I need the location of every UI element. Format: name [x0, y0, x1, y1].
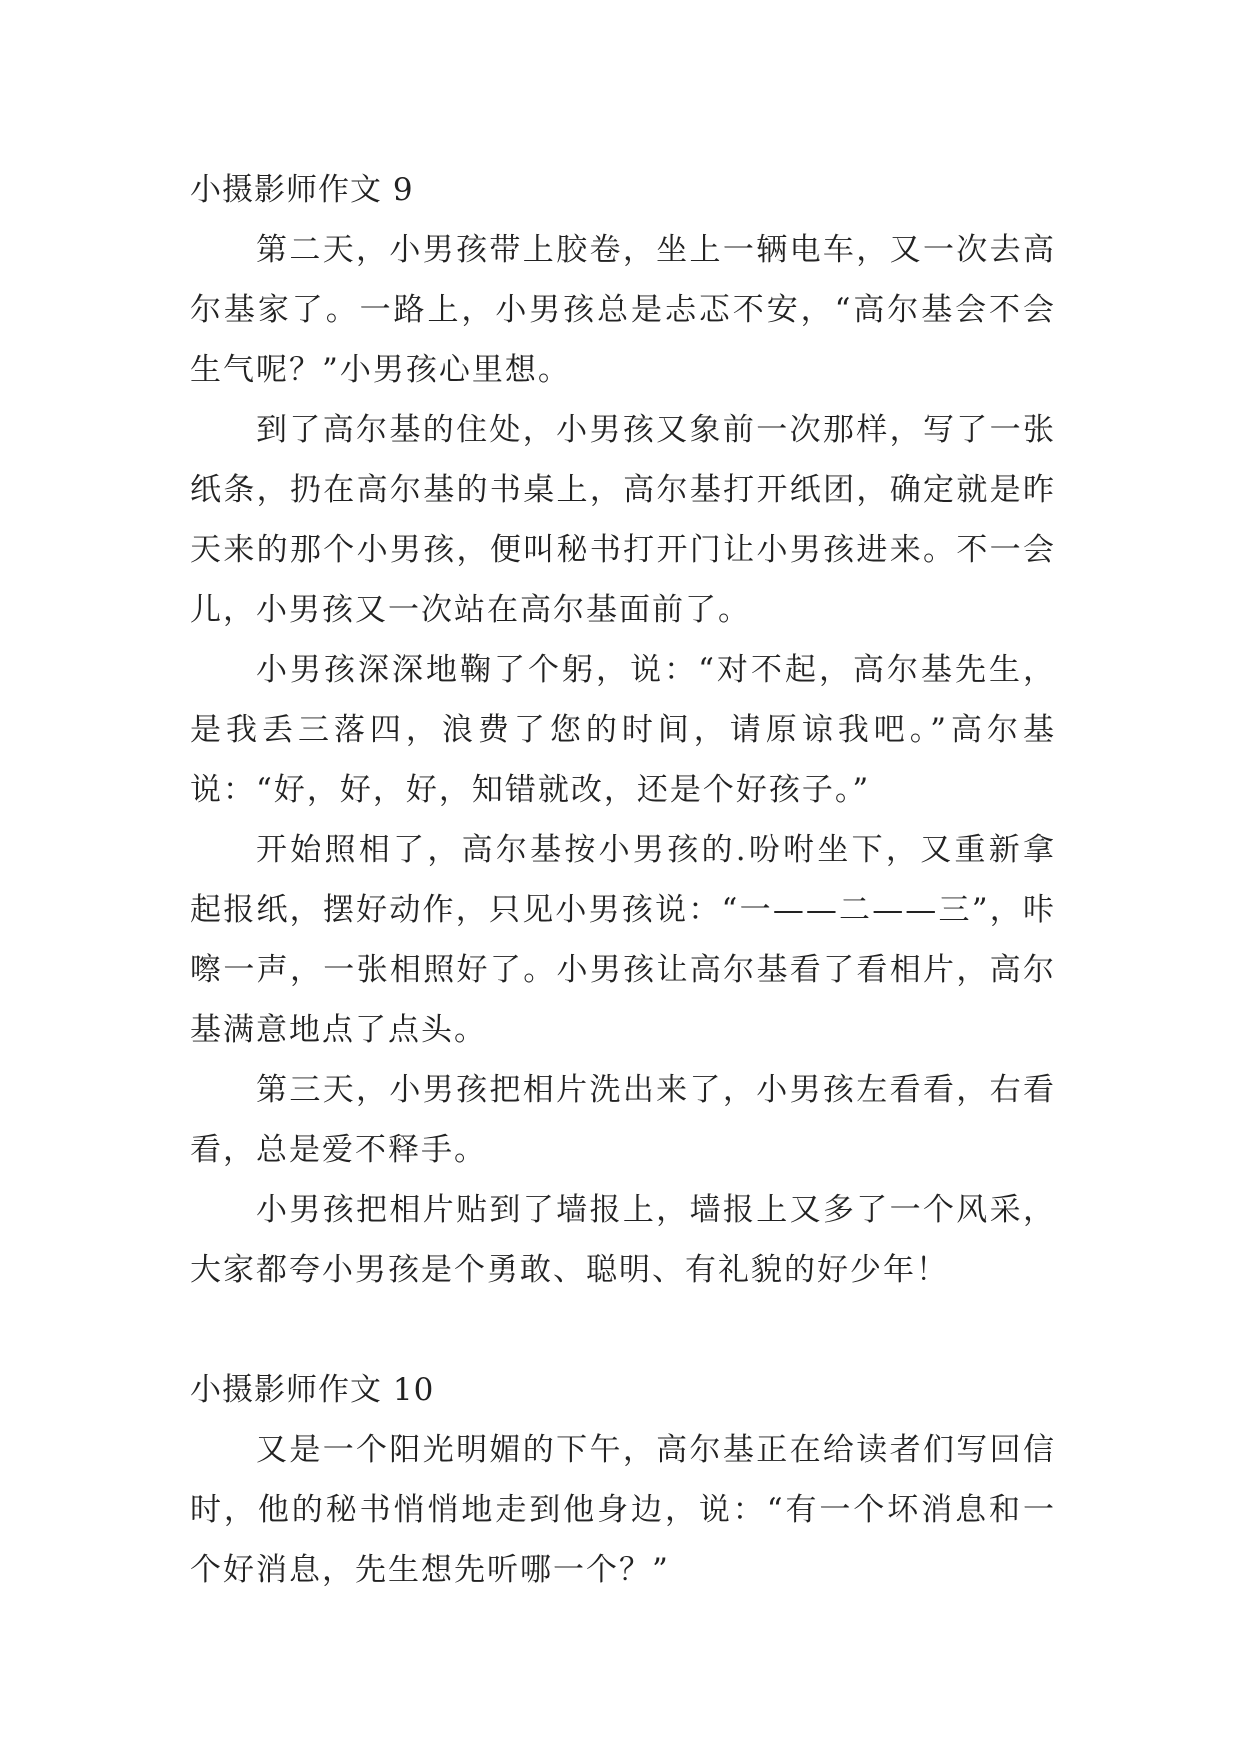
paragraph: 开始照相了，高尔基按小男孩的.吩咐坐下，又重新拿起报纸，摆好动作，只见小男孩说：“一——二——三”，咔嚓一声，一张相照好了。小男孩让高尔基看了看相片，高尔基满意地点了点头。 — [190, 832, 1056, 1048]
essay-section-9 — [190, 160, 1090, 1300]
paragraph: 小男孩深深地鞠了个躬，说：“对不起，高尔基先生，是我丢三落四，浪费了您的时间，请原谅我吧。”高尔基说：“好，好，好，知错就改，还是个好孩子。” — [190, 652, 1056, 808]
section-title: 小摄影师作文 10 — [190, 1372, 435, 1408]
paragraph: 又是一个阳光明媚的下午，高尔基正在给读者们写回信时，他的秘书悄悄地走到他身边，说：“有一个坏消息和一个好消息，先生想先听哪一个？” — [190, 1432, 1056, 1588]
paragraph: 小男孩把相片贴到了墙报上，墙报上又多了一个风采，大家都夸小男孩是个勇敢、聪明、有礼貌的好少年！ — [190, 1192, 1056, 1288]
essay-section-10 — [190, 1360, 1090, 1600]
document-body — [190, 160, 1090, 1600]
section-title: 小摄影师作文 9 — [190, 172, 414, 208]
section-spacer — [190, 1300, 1090, 1360]
paragraph: 第三天，小男孩把相片洗出来了，小男孩左看看，右看看，总是爱不释手。 — [190, 1072, 1056, 1168]
paragraph: 到了高尔基的住处，小男孩又象前一次那样，写了一张纸条，扔在高尔基的书桌上，高尔基打开纸团，确定就是昨天来的那个小男孩，便叫秘书打开门让小男孩进来。不一会儿，小男孩又一次站在高尔基面前了。 — [190, 412, 1056, 628]
paragraph: 第二天，小男孩带上胶卷，坐上一辆电车，又一次去高尔基家了。一路上，小男孩总是忐忑不安，“高尔基会不会生气呢？”小男孩心里想。 — [190, 232, 1056, 388]
